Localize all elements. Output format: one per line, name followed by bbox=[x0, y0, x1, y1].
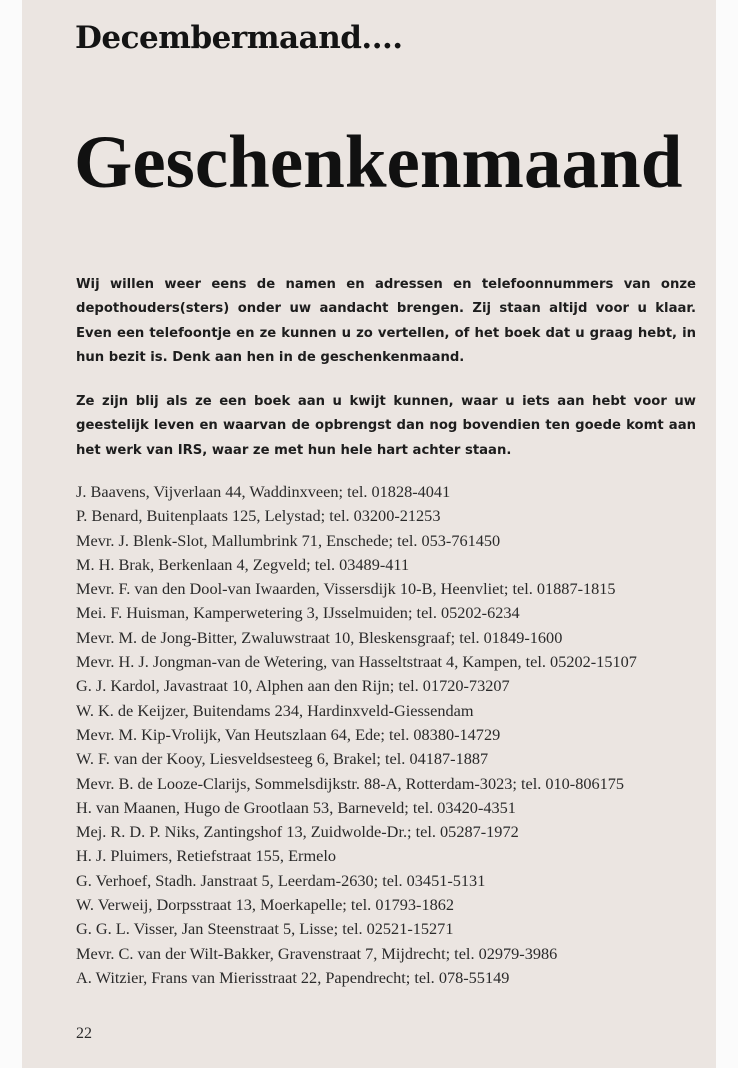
list-item: Mevr. C. van der Wilt-Bakker, Gravenstraat 7, Mijdrecht; tel. 02979-3986 bbox=[76, 943, 558, 963]
depot-holder-list bbox=[76, 480, 702, 990]
list-item: Mevr. M. de Jong-Bitter, Zwaluwstraat 10, Bleskensgraaf; tel. 01849-1600 bbox=[76, 627, 563, 647]
list-item: W. Verweij, Dorpsstraat 13, Moerkapelle; tel. 01793-1862 bbox=[76, 895, 455, 915]
list-item: G. Verhoef, Stadh. Janstraat 5, Leerdam-2630; tel. 03451-5131 bbox=[76, 870, 486, 890]
list-item: H. J. Pluimers, Retiefstraat 155, Ermelo bbox=[76, 846, 336, 866]
list-item: Mevr. M. Kip-Vrolijk, Van Heutszlaan 64, Ede; tel. 08380-14729 bbox=[76, 724, 501, 744]
page-number: 22 bbox=[76, 1025, 92, 1042]
list-item: Mevr. J. Blenk-Slot, Mallumbrink 71, Enschede; tel. 053-761450 bbox=[76, 530, 501, 550]
list-item: M. H. Brak, Berkenlaan 4, Zegveld; tel. 03489-411 bbox=[76, 554, 410, 574]
list-item: Mei. F. Huisman, Kamperwetering 3, IJsselmuiden; tel. 05202-6234 bbox=[76, 603, 520, 623]
kicker-heading: Decembermaand.... bbox=[75, 20, 403, 56]
list-item: Mevr. B. de Looze-Clarijs, Sommelsdijkstr. 88-A, Rotterdam-3023; tel. 010-806175 bbox=[76, 773, 625, 793]
list-item: G. J. Kardol, Javastraat 10, Alphen aan den Rijn; tel. 01720-73207 bbox=[76, 676, 510, 696]
list-item: H. van Maanen, Hugo de Grootlaan 53, Barneveld; tel. 03420-4351 bbox=[76, 797, 516, 817]
list-item: Mevr. F. van den Dool-van Iwaarden, Vissersdijk 10-B, Heenvliet; tel. 01887-1815 bbox=[76, 579, 616, 599]
intro-paragraph-1: Wij willen weer eens de namen en adressen en telefoonnummers van onze depothouders(sters) onder uw aandacht brengen. Zij staan altijd voor u klaar. Even een telefoontje en ze kunnen u zo vertellen, of het boek dat u graag hebt, in hun bezit is. Denk aan hen in de geschenkenmaand. bbox=[76, 277, 696, 365]
list-item: A. Witzier, Frans van Mierisstraat 22, Papendrecht; tel. 078-55149 bbox=[76, 967, 510, 987]
list-item: Mevr. H. J. Jongman-van de Wetering, van Hasseltstraat 4, Kampen, tel. 05202-15107 bbox=[76, 652, 637, 672]
list-item: G. G. L. Visser, Jan Steenstraat 5, Lisse; tel. 02521-15271 bbox=[76, 919, 454, 939]
document-page bbox=[22, 0, 716, 1068]
list-item: P. Benard, Buitenplaats 125, Lelystad; tel. 03200-21253 bbox=[76, 506, 441, 526]
list-item: Mej. R. D. P. Niks, Zantingshof 13, Zuidwolde-Dr.; tel. 05287-1972 bbox=[76, 822, 519, 842]
intro-paragraph-2: Ze zijn blij als ze een boek aan u kwijt kunnen, waar u iets aan hebt voor uw geestelijk leven en waarvan de opbrengst dan nog bovendien ten goede komt aan het werk van IRS, waar ze met hun hele hart achter staan. bbox=[76, 394, 696, 458]
page-title: Geschenkenmaand bbox=[74, 121, 683, 204]
list-item: J. Baavens, Vijverlaan 44, Waddinxveen; tel. 01828-4041 bbox=[76, 482, 451, 501]
list-item: W. K. de Keijzer, Buitendams 234, Hardinxveld-Giessendam bbox=[76, 700, 474, 720]
list-item: W. F. van der Kooy, Liesveldsesteeg 6, Brakel; tel. 04187-1887 bbox=[76, 749, 489, 769]
